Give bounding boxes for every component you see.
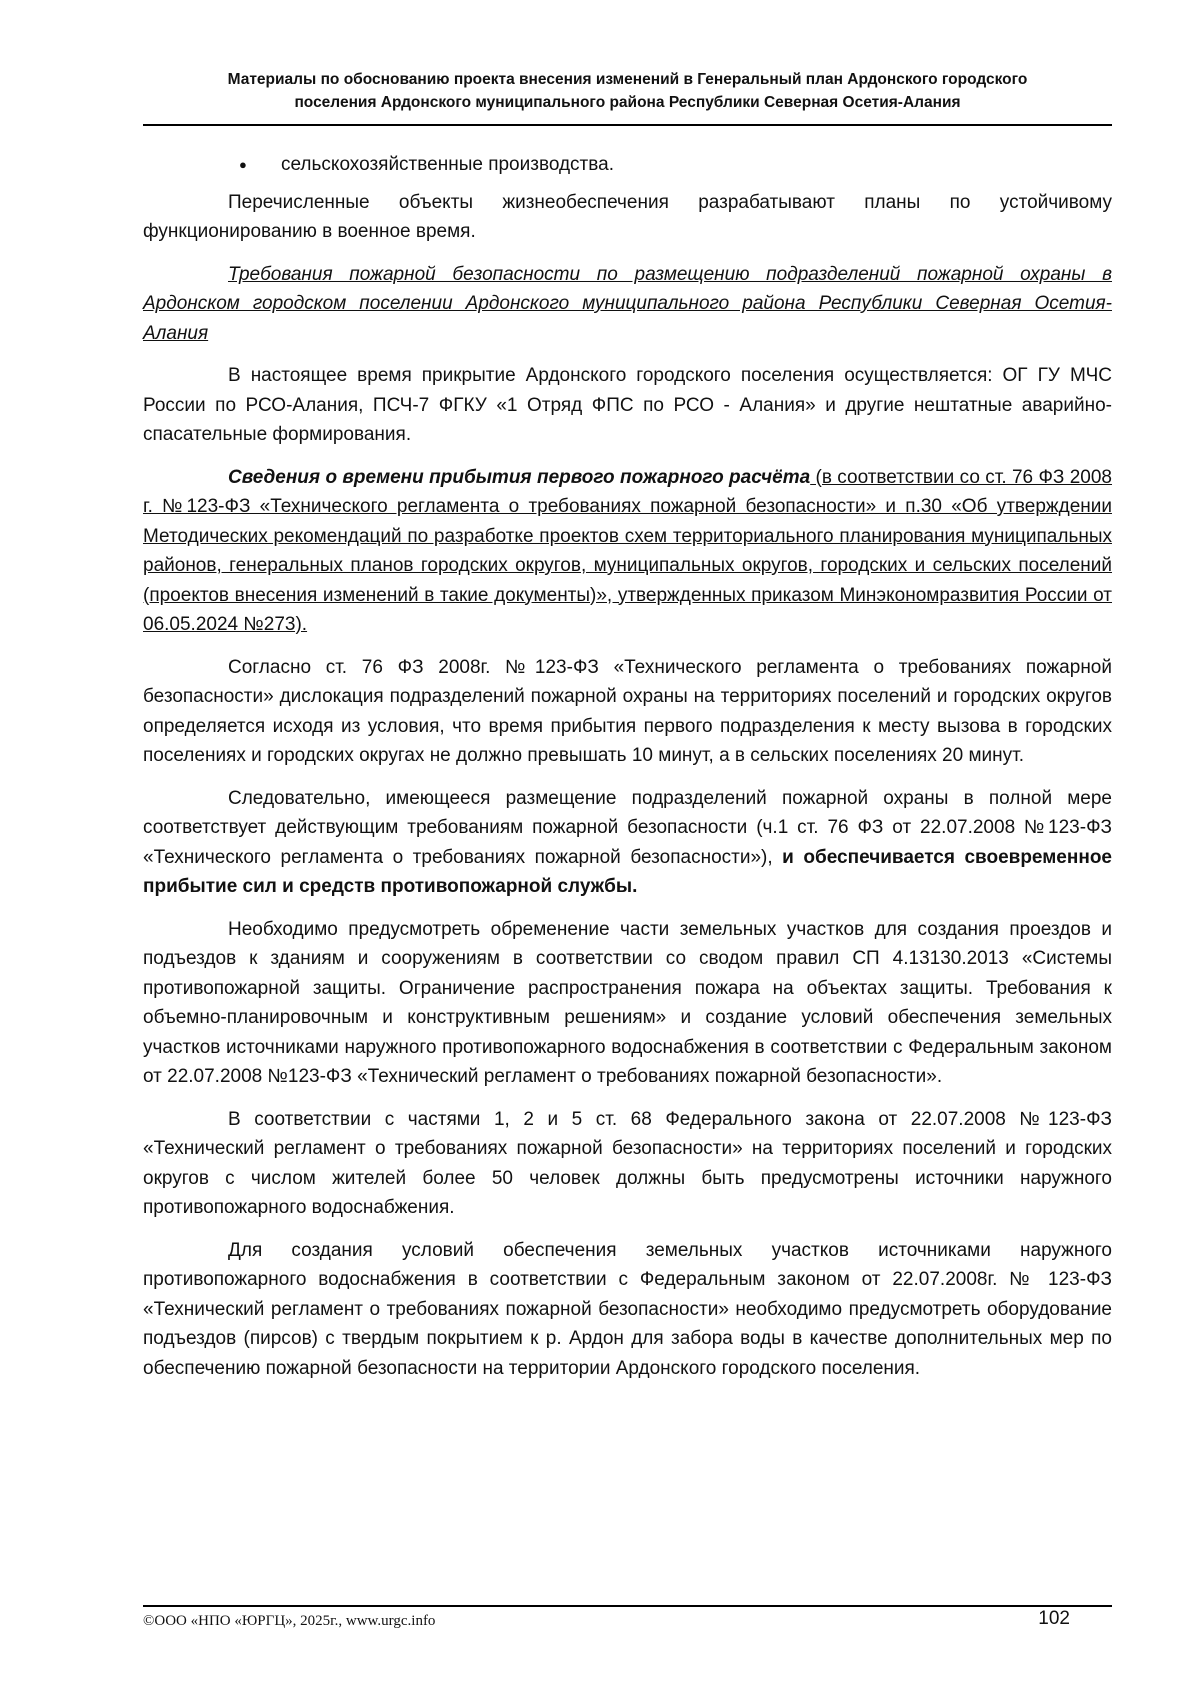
conclusion-bold: и обеспечивается своевременное прибытие сил и средств противопожарной службы. — [143, 846, 1112, 897]
bullet-icon: ● — [239, 157, 247, 172]
arrival-time-title: Сведения о времени прибытия первого пожарного расчёта — [228, 466, 811, 488]
page-header — [143, 68, 1112, 114]
conclusion-text: Следовательно, имеющееся размещение подразделений пожарной охраны в полной мере соответствует действующим требованиям пожарной безопасности (ч.1 ст. 76 ФЗ от 22.07.2008 №123-ФЗ «Технического регламента о требованиях пожарной безопасности»), — [143, 787, 1112, 868]
section-heading-text: Требования пожарной безопасности по размещению подразделений пожарной охраны в Ардонском городском поселении Ардонского муниципального района Республики Северная Осетия-Алания — [143, 263, 1112, 344]
section-heading — [143, 260, 1112, 349]
header-line-2: поселения Ардонского муниципального района Республики Северная Осетия-Алания — [294, 94, 961, 111]
paragraph-encumbrance: Необходимо предусмотреть обременение части земельных участков для создания проездов и подъездов к зданиям и сооружениям в соответствии со сводом правил СП 4.13130.2013 «Системы противопожарной защиты. Ограничение распространения пожара на объектах защиты. Требования к объемно-планировочным и конструктивным решениям» и создание условий обеспечения земельных участков источниками наружного противопожарного водоснабжения в соответствии с Федеральным законом от 22.07.2008 №123-ФЗ «Технический регламент о требованиях пожарной безопасности». — [143, 918, 1112, 1087]
paragraph-water-supply: Для создания условий обеспечения земельных участков источниками наружного противопожарного водоснабжения в соответствии с Федеральным законом от 22.07.2008г. № 123-ФЗ «Технический регламент о требованиях пожарной безопасности» необходимо предусмотреть оборудование подъездов (пирсов) с твердым покрытием к р. Ардон для забора воды в качестве дополнительных мер по обеспечению пожарной безопасности на территории Ардонского городского поселения. — [143, 1239, 1112, 1379]
paragraph-article-76: Согласно ст. 76 ФЗ 2008г. №123-ФЗ «Технического регламента о требованиях пожарной безопасности» дислокация подразделений пожарной охраны на территориях поселений и городских округов определяется исходя из условия, что время прибытия первого подразделения к месту вызова в городских поселениях и городских округах не должно превышать 10 минут, а в сельских поселениях 20 минут. — [143, 656, 1112, 766]
bullet-text: сельскохозяйственные производства. — [281, 154, 614, 175]
document-body — [143, 150, 1112, 1396]
paragraph-lifesupport-plans: Перечисленные объекты жизнеобеспечения разрабатывают планы по устойчивому функционированию в военное время. — [143, 191, 1112, 242]
arrival-time-reference: (в соответствии со ст. 76 ФЗ 2008 г. №123-ФЗ «Технического регламента о требованиях пожарной безопасности» и п.30 «Об утверждении Методических рекомендаций по разработке проектов схем территориального планирования муниципальных районов, генеральных планов городских округов, муниципальных округов, городских и сельских поселений (проектов внесения изменений в такие документы)», утвержденных приказом Минэкономразвития России от 06.05.2024 №273). — [143, 466, 1112, 635]
page-number: 102 — [1038, 1608, 1070, 1629]
paragraph-arrival-time — [143, 463, 1112, 640]
paragraph-conclusion — [143, 784, 1112, 902]
paragraph-article-68: В соответствии с частями 1, 2 и 5 ст. 68 Федерального закона от 22.07.2008 №123-ФЗ «Технический регламент о требованиях пожарной безопасности» на территориях поселений и городских округов с числом жителей более 50 человек должны быть предусмотрены источники наружного противопожарного водоснабжения. — [143, 1108, 1112, 1218]
header-divider — [143, 124, 1112, 126]
bullet-item — [143, 150, 1112, 180]
header-line-1: Материалы по обоснованию проекта внесения изменений в Генеральный план Ардонского городского — [227, 71, 1028, 88]
footer-copyright: ©ООО «НПО «ЮРГЦ», 2025г., www.urgc.info — [143, 1613, 436, 1629]
footer-divider — [143, 1605, 1112, 1607]
paragraph-coverage: В настоящее время прикрытие Ардонского городского поселения осуществляется: ОГ ГУ МЧС России по РСО-Алания, ПСЧ-7 ФГКУ «1 Отряд ФПС по РСО - Алания» и другие нештатные аварийно-спасательные формирования. — [143, 365, 1112, 445]
